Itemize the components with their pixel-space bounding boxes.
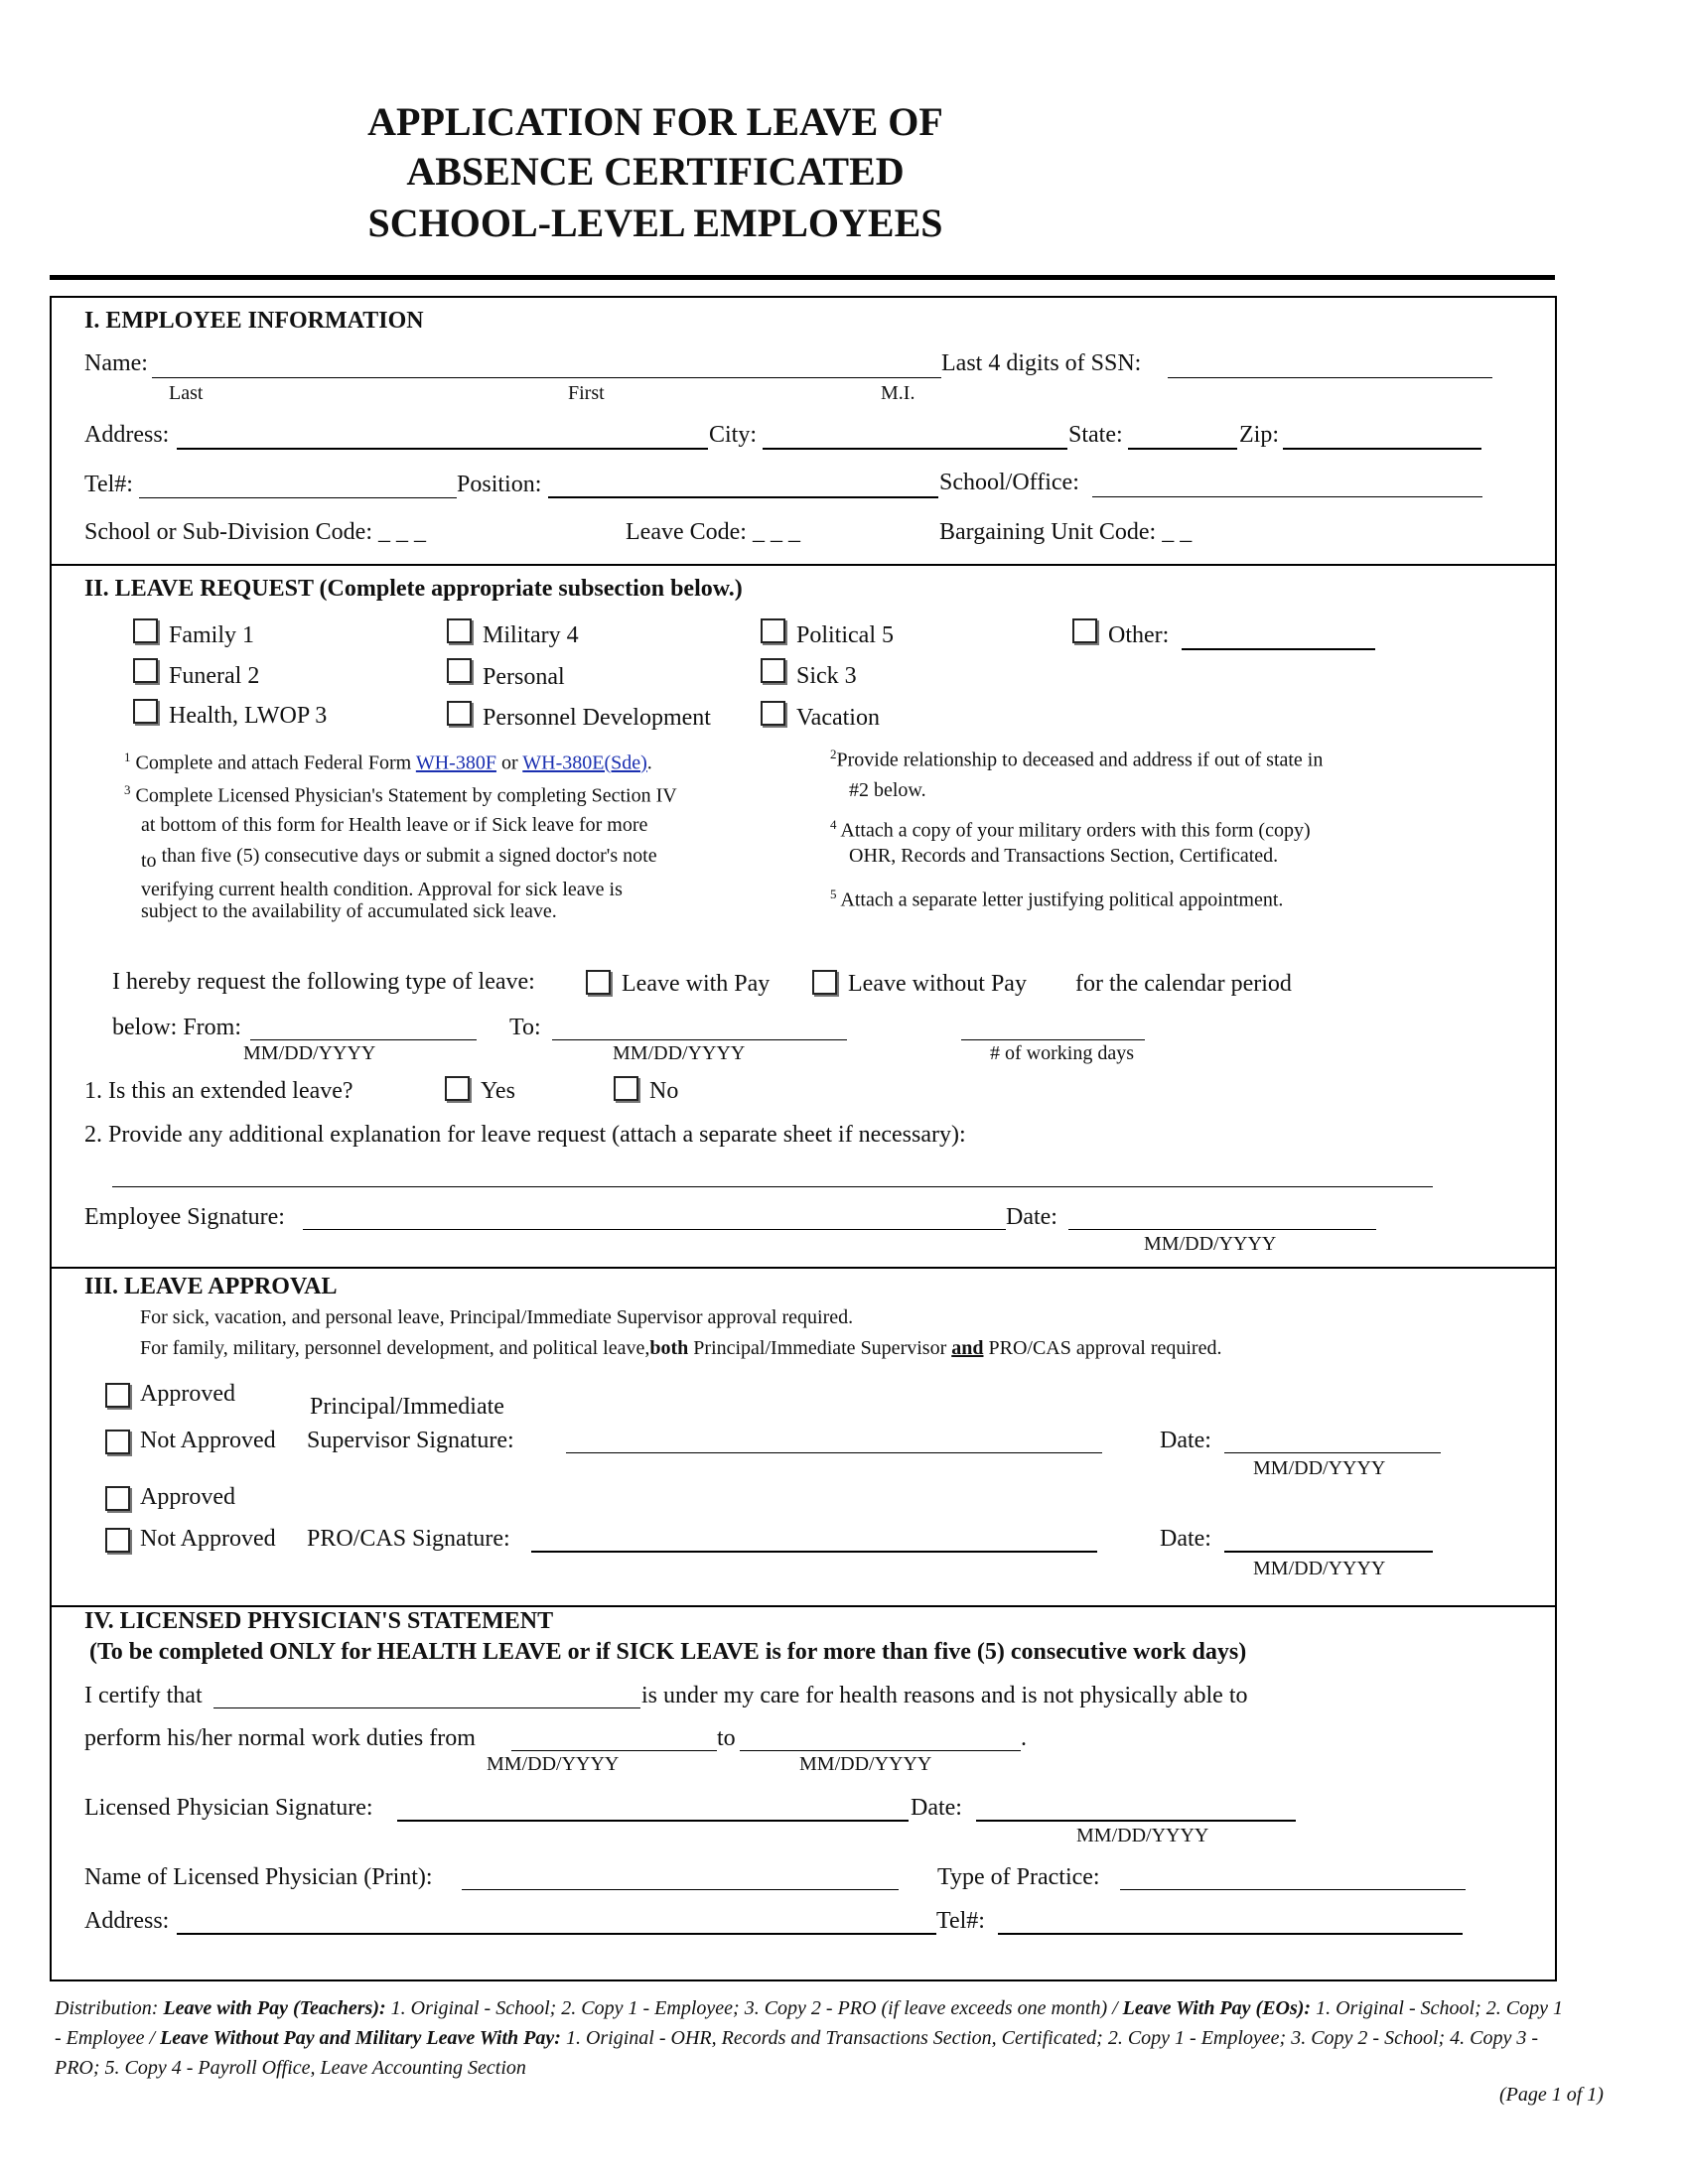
section-divider-3 [50,1605,1555,1607]
procas-date-label: Date: [1160,1526,1211,1552]
physician-tel-field[interactable] [998,1933,1463,1935]
physician-name-field[interactable] [462,1889,899,1890]
sick-label: Sick 3 [796,663,857,689]
unable-from-format: MM/DD/YYYY [487,1753,620,1775]
page-number: (Page 1 of 1) [1499,2084,1604,2106]
procas-not-approved-checkbox[interactable] [105,1528,130,1553]
type-of-practice-field[interactable] [1120,1889,1466,1890]
footnote-2-text-1: Provide relationship to deceased and address if out of state in [836,749,1324,771]
employee-date-label: Date: [1006,1204,1057,1230]
principal-not-approved-label: Not Approved [140,1428,276,1453]
approval-note-2 [140,1337,1221,1360]
section-leave-approval-heading: III. LEAVE APPROVAL [84,1274,338,1299]
additional-explanation-field[interactable] [112,1186,1433,1187]
employee-signature-field[interactable] [303,1229,1006,1230]
footnote-1-end: . [646,751,652,774]
employee-date-format: MM/DD/YYYY [1144,1233,1277,1255]
approval-note-2-post: PRO/CAS approval required. [983,1337,1222,1359]
footnote-2-line2: #2 below. [849,779,926,801]
footnote-3-marker: 3 [124,782,131,797]
footnote-3-to: to [141,850,157,872]
extended-yes-label: Yes [481,1078,515,1104]
distribution-part2: 1. Original - School; 2. Copy 1 - Employee / [55,1997,1568,2049]
procas-not-approved-label: Not Approved [140,1526,276,1552]
extended-no-checkbox[interactable] [614,1076,638,1101]
health-lwop-checkbox[interactable] [133,699,158,724]
city-label: City: [709,422,758,448]
extended-yes-checkbox[interactable] [445,1076,470,1101]
personal-checkbox[interactable] [447,658,472,683]
school-office-label: School/Office: [939,470,1079,495]
extended-no-label: No [649,1078,679,1104]
footnote-3-line2: at bottom of this form for Health leave or if Sick leave for more [141,814,648,836]
military-label: Military 4 [483,622,579,648]
distribution-part3: 1. Original - OHR, Records and Transactions Section, Certificated; 2. Copy 1 - Employee; 3. Copy 2 - School; 4. Copy 3 - PRO; 5. Copy 4 - Payroll Office, Leave Accounting Section [55,2027,1544,2079]
footnote-1-or: or [500,751,518,774]
personnel-development-label: Personnel Development [483,705,711,731]
footnote-4-line1 [830,817,1311,843]
unable-to-field[interactable] [740,1750,1021,1751]
additional-explanation-question: 2. Provide any additional explanation for leave request (attach a separate sheet if necessary): [84,1122,966,1148]
footnote-4-text-1: Attach a copy of your military orders with this form (copy) [840,819,1311,842]
vacation-label: Vacation [796,705,880,731]
approval-note-2-both: both [649,1337,689,1359]
principal-approved-label: Approved [140,1381,235,1407]
approval-note-1: For sick, vacation, and personal leave, Principal/Immediate Supervisor approval required. [140,1306,854,1328]
leave-code-field[interactable]: Leave Code: _ _ _ [626,519,800,545]
principal-not-approved-checkbox[interactable] [105,1430,130,1454]
principal-date-format: MM/DD/YYYY [1253,1457,1386,1479]
procas-date-field[interactable] [1224,1551,1433,1553]
city-field[interactable] [763,448,1067,450]
political-label: Political 5 [796,622,894,648]
subdivision-code-field[interactable]: School or Sub-Division Code: _ _ _ [84,519,427,545]
tel-label: Tel#: [84,472,133,497]
principal-signature-label: Supervisor Signature: [307,1428,514,1453]
footnote-4-marker: 4 [830,817,837,832]
physician-date-field[interactable] [976,1820,1296,1822]
principal-signature-field[interactable] [566,1452,1102,1453]
physician-name-label: Name of Licensed Physician (Print): [84,1864,433,1890]
approval-note-2-mid: Principal/Immediate Supervisor [688,1337,952,1359]
working-days-field[interactable] [961,1039,1145,1040]
procas-signature-label: PRO/CAS Signature: [307,1526,510,1552]
footnote-3-line5: subject to the availability of accumulated sick leave. [141,900,557,922]
name-field[interactable] [152,377,941,378]
request-leave-text: I hereby request the following type of leave: [112,969,535,995]
principal-date-field[interactable] [1224,1452,1441,1453]
sick-checkbox[interactable] [761,658,785,683]
address-label: Address: [84,422,170,448]
physician-date-label: Date: [911,1795,962,1821]
physician-signature-field[interactable] [397,1820,909,1822]
calendar-period-text: for the calendar period [1075,971,1292,997]
under-care-text: is under my care for health reasons and is not physically able to [641,1683,1248,1708]
footnote-1 [124,750,652,775]
employee-signature-label: Employee Signature: [84,1204,285,1230]
footnote-4-line2: OHR, Records and Transactions Section, Certificated. [849,845,1279,867]
wh-380f-link[interactable]: WH-380F [415,751,496,774]
personal-label: Personal [483,664,565,690]
state-field[interactable] [1128,448,1237,450]
military-checkbox[interactable] [447,618,472,643]
footnote-5-marker: 5 [830,887,837,901]
principal-label-line1: Principal/Immediate [310,1394,504,1420]
below-from-label: below: From: [112,1015,241,1040]
working-days-label: # of working days [990,1042,1134,1064]
school-office-field[interactable] [1092,496,1482,497]
leave-with-pay-label: Leave with Pay [622,971,771,997]
unable-from-field[interactable] [511,1750,717,1751]
position-field[interactable] [548,496,938,498]
title-rule [50,275,1555,280]
physician-signature-label: Licensed Physician Signature: [84,1795,373,1821]
bargaining-unit-code-field[interactable]: Bargaining Unit Code: _ _ [939,519,1193,545]
section-employee-info-heading: I. EMPLOYEE INFORMATION [84,308,424,334]
footnote-3-text-3: than five (5) consecutive days or submit a signed doctor's note [161,845,657,867]
physician-address-label: Address: [84,1908,170,1934]
to-date-format: MM/DD/YYYY [613,1042,746,1064]
section-leave-request-heading: II. LEAVE REQUEST (Complete appropriate subsection below.) [84,576,743,602]
tel-field[interactable] [139,497,457,498]
extended-leave-question: 1. Is this an extended leave? [84,1078,353,1104]
perform-period: . [1021,1725,1027,1751]
footnote-2-line1 [830,747,1323,772]
approval-note-2-and: and [951,1337,984,1359]
form-title-line3: SCHOOL-LEVEL EMPLOYEES [367,201,943,245]
perform-duties-text: perform his/her normal work duties from [84,1725,476,1751]
zip-label: Zip: [1239,422,1279,448]
distribution-part1: 1. Original - School; 2. Copy 1 - Employee; 3. Copy 2 - PRO (if leave exceeds one month) / [385,1997,1123,2019]
to-date-field[interactable] [552,1039,847,1040]
funeral-label: Funeral 2 [169,663,260,689]
leave-without-pay-checkbox[interactable] [812,970,837,995]
other-label: Other: [1108,622,1170,648]
approval-note-2-pre: For family, military, personnel development, and political leave, [140,1337,650,1359]
address-field[interactable] [177,448,708,450]
distribution-lwop-military: Leave Without Pay and Military Leave With Pay: [160,2027,561,2049]
other-checkbox[interactable] [1072,618,1097,643]
distribution-lwp-teachers: Leave with Pay (Teachers): [163,1997,386,2019]
other-field[interactable] [1182,648,1375,650]
physician-address-field[interactable] [177,1933,936,1935]
distribution-lwp-eos: Leave With Pay (EOs): [1122,1997,1312,2019]
to-label: To: [509,1015,541,1040]
leave-without-pay-label: Leave without Pay [848,971,1027,997]
wh-380e-link[interactable]: WH-380E(Sde) [522,751,647,774]
footnote-2-marker: 2 [830,747,837,761]
section-physician-subheading: (To be completed ONLY for HEALTH LEAVE or if SICK LEAVE is for more than five (5) consecutive work days) [89,1639,1247,1665]
health-lwop-label: Health, LWOP 3 [169,703,328,729]
form-title-line2: ABSENCE CERTIFICATED [406,149,905,194]
procas-approved-label: Approved [140,1484,235,1510]
personnel-development-checkbox[interactable] [447,701,472,726]
employee-date-field[interactable] [1068,1229,1376,1230]
section-divider-2 [50,1267,1555,1269]
leave-with-pay-checkbox[interactable] [586,970,611,995]
section-physician-heading: IV. LICENSED PHYSICIAN'S STATEMENT [84,1608,554,1634]
distribution-note [55,1993,1568,2083]
footnote-5-text: Attach a separate letter justifying political appointment. [840,888,1284,911]
physician-tel-label: Tel#: [936,1908,985,1934]
form-title-line1: APPLICATION FOR LEAVE OF [367,99,943,144]
patient-name-field[interactable] [213,1707,640,1708]
family-checkbox[interactable] [133,618,158,643]
footnote-3-line3 [141,845,657,872]
unable-to-label: to [717,1725,736,1751]
zip-field[interactable] [1283,448,1481,450]
name-sub-first: First [568,382,605,404]
principal-approved-checkbox[interactable] [105,1383,130,1408]
ssn-label: Last 4 digits of SSN: [941,350,1142,376]
footnote-3-text-1: Complete Licensed Physician's Statement by completing Section IV [135,784,677,807]
physician-date-format: MM/DD/YYYY [1076,1825,1209,1846]
footnote-1-text: Complete and attach Federal Form [135,751,412,774]
family-label: Family 1 [169,622,255,648]
certify-label: I certify that [84,1683,203,1708]
position-label: Position: [457,472,542,497]
procas-signature-field[interactable] [531,1551,1097,1553]
state-label: State: [1068,422,1123,448]
vacation-checkbox[interactable] [761,701,785,726]
footnote-3-line4: verifying current health condition. Approval for sick leave is [141,879,623,900]
procas-approved-checkbox[interactable] [105,1486,130,1511]
section-divider-1 [50,564,1555,566]
distribution-label: Distribution: [55,1997,164,2019]
principal-date-label: Date: [1160,1428,1211,1453]
ssn-field[interactable] [1168,377,1492,378]
footnote-1-marker: 1 [124,750,131,764]
procas-date-format: MM/DD/YYYY [1253,1558,1386,1579]
funeral-checkbox[interactable] [133,658,158,683]
type-of-practice-label: Type of Practice: [937,1864,1100,1890]
name-sub-mi: M.I. [881,382,915,404]
footnote-5 [830,887,1283,912]
political-checkbox[interactable] [761,618,785,643]
name-label: Name: [84,350,148,376]
name-sub-last: Last [169,382,204,404]
footnote-3-line1 [124,782,677,808]
from-date-format: MM/DD/YYYY [243,1042,376,1064]
from-date-field[interactable] [250,1039,477,1040]
unable-to-format: MM/DD/YYYY [799,1753,932,1775]
